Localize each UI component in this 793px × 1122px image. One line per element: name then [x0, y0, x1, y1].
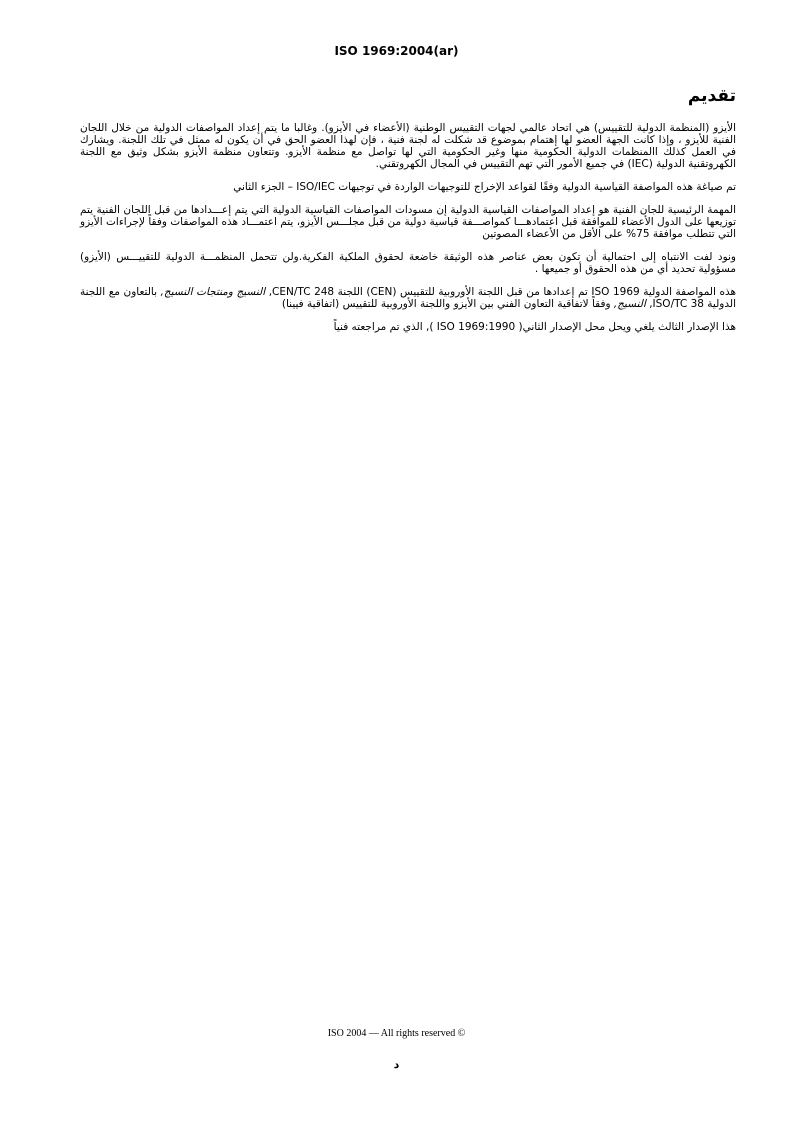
- preparation-iso-committee-title: النسيج,: [613, 298, 646, 310]
- preparation-text-c: بالتعاون مع اللجنة الدولية ISO/TC 38,: [80, 286, 736, 310]
- paragraph-technical-committees: المهمة الرئيسية للجان الفنية هو إعداد المواصفات القياسية الدولية إن مسودات المواصفات القياسية الدولية التي يتم إعـــدادها من قبل اللجان الفنية يتم توزيعها على الدول الأعضاء للموافقة قبل اعتمادهـــا كمواصـــفة قياسية دولية من قبل مجلـــس الأيزو، يتم اعتمـــاد هذه المواصفات وفقاً لإجراءات الأيزو التي تتطلب موافقة 75% على الأقل من الأعضاء المصوتين: [80, 204, 736, 240]
- document-id: ISO 1969:2004(ar): [334, 44, 459, 58]
- document-header: [0, 44, 793, 58]
- preparation-text-a: هذه المواصفة الدولية ISO 1969 تم إعدادها من قبل اللجنة الأوروبية للتقييس (CEN) اللجنة CEN/TC 248,: [268, 286, 737, 298]
- copyright-text: ISO 2004 — All rights reserved ©: [327, 1028, 466, 1039]
- preparation-committee-title: النسيج ومنتجات النسيج,: [160, 286, 266, 298]
- document-body: [80, 86, 736, 344]
- paragraph-iso-intro: الأيزو (المنظمة الدولية للتقييس) هي اتحاد عالمي لجهات التقييس الوطنية (الأعضاء في الأيزو). وغالبا ما يتم إعداد المواصفات الدولية من خلال اللجان الفنية للأيزو ، وإذا كانت الجهة العضو لها إهتمام بموضوع قد شكلت له لجنة فنية ، فإن لهذا العضو الحق في أن يكون له ممثل في تلك اللجنة. ويشارك في العمل كذلك االمنظمات الدولية الحكومية منها وغير الحكومية التي لها تواصل مع منظمة الأيزو. وتتعاون منظمة الأيزو بشكل وثيق مع اللجنة الكهروتقنية الدولية (IEC) في جميع الأمور التي تهم التقييس في المجال الكهروتقني.: [80, 122, 736, 170]
- page-number: [0, 1058, 793, 1071]
- page-number-text: د: [393, 1058, 400, 1071]
- copyright-footer: [0, 1028, 793, 1039]
- preparation-text-e: وفقاً لاتفاقية التعاون الفني بين الأيزو واللجنة الأوروبية للتقييس (اتفاقية فيينا): [281, 298, 611, 310]
- paragraph-patent-rights: ونود لفت الانتباه إلى احتمالية أن تكون بعض عناصر هذه الوثيقة خاضعة لحقوق الملكية الفكرية.ولن تتحمل المنظمـــة الدولية للتقييـــس (الأيزو) مسؤولية تحديد أي من هذه الحقوق أو جميعها .: [80, 251, 736, 275]
- paragraph-preparation: [80, 286, 736, 310]
- section-title: تقديم: [687, 86, 736, 106]
- paragraph-edition: هذا الإصدار الثالث يلغي ويحل محل الإصدار الثاني( ISO 1969:1990 ), الذي تم مراجعته فنياً: [333, 321, 736, 333]
- paragraph-drafting-rules: تم صياغة هذه المواصفة القياسية الدولية وفقًا لقواعد الإخراج للتوجيهات الواردة في توجيهات ISO/IEC – الجزء الثاني: [233, 181, 736, 193]
